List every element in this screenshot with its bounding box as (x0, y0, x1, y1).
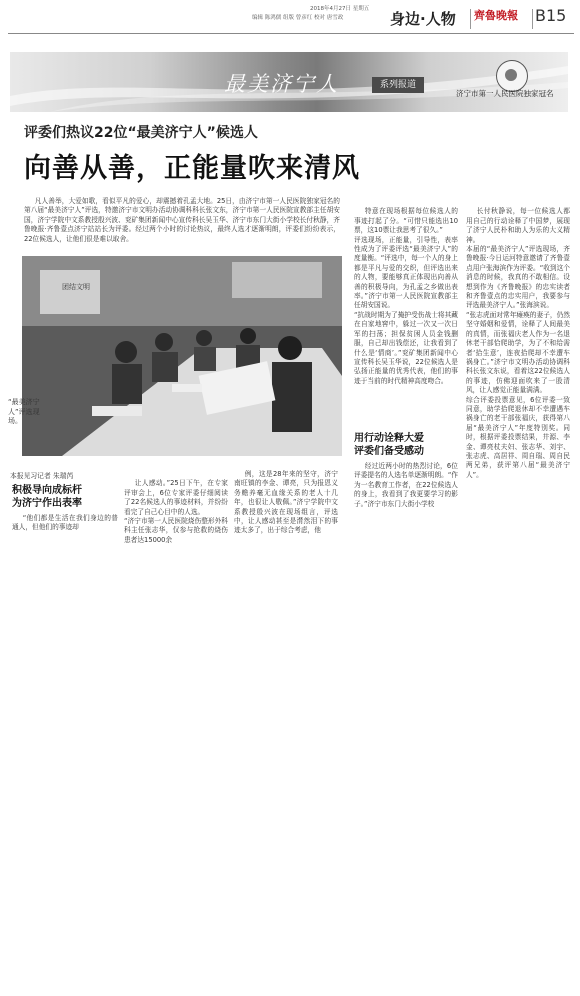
column-2-text: 让人感动。”25日下午，在专家评审会上，6位专家评委仔细阅读了22名候选人的事迹材料，并纷纷看完了自己心目中的人选。 “济宁市第一人民医院烧伤整形外科科主任张志华，仅参与抢救的烧伤患者达15000余 (124, 479, 228, 544)
lead-text: 凡人善举，大爱如歌，看似平凡的爱心，却震撼着孔孟大地。25日，由济宁市第一人民医院独家冠名的第八届“最美济宁人”评选，特邀济宁市文明办活动协调科科长张文东，济宁市第一人民医院宣教部主任胡安国，济宁学院中文系教授殷兴波、兖矿集团新闻中心宣传科长吴玉华、济宁市东门大街小学校长付秋静，齐鲁晚报·齐鲁壹点济宁站站长为评委。经过两个小时的讨论热议，最终人选才逐渐明朗，评委们纷纷表示，22位候选人，让他们很是难以取舍。 (24, 197, 340, 243)
photo-caption: “最美济宁人”评选现场。 (8, 398, 40, 425)
date-line: 2018年4月27日 星期五 (310, 6, 370, 12)
lead-paragraph (24, 197, 340, 244)
editors-line: 编辑 陈鸿儒 组版 曾彦红 校对 唐雪政 (252, 15, 344, 21)
column-4-text: 特意在现场根据每位候选人的事迹打起了分。“可惜只能选出10票，这10票让我思考了很久。” 评选现场，正能量，引导性，表率性成为了评委评选“最美济宁人”的度量衡。“评选中，每一个人的身上都是平凡与爱的交织，但评选出来的人物，要能够真正体现出向善从善的积极导向，为孔孟之乡做出表率。”济宁市第一人民医院宣教部主任胡安国说。 “抗战时期为了掩护受伤战士将其藏在自家地窖中，躲过一次又一次日军的扫荡；担保贫困人员金钱删服，自己却出钱偿还，让我看到了什么是‘情商’。”兖矿集团新闻中心宣传科长吴玉华说，22位候选人是弘扬正能量的优秀代表，他们的事迹于当前的时代精神高度吻合。 (354, 207, 458, 385)
masthead-meta (252, 5, 382, 23)
page-number: B15 (535, 6, 567, 25)
hospital-logo-center (505, 69, 517, 81)
column-3 (234, 470, 338, 536)
top-rule (8, 33, 574, 34)
photo-wall-sign: 团结文明 (62, 283, 90, 291)
column-1-text: “他们都是生活在我们身边的普通人，但他们的事迹却 (12, 514, 118, 532)
kicker: 评委们热议22位“最美济宁人”候选人 (24, 125, 258, 141)
headline: 向善从善，正能量吹来清风 (24, 153, 360, 184)
column-4b-text: 经过近两小时的热烈讨论，6位评委提名的人选名单逐渐明朗。“作为一名教育工作者，在22位候选人的身上，我看到了我更要学习的影子。”济宁市东门大街小学校 (354, 462, 458, 508)
meeting-photo (22, 256, 342, 456)
paper-logo: 齊魯晚報 (474, 9, 518, 22)
series-tag: 系列报道 (372, 77, 424, 93)
byline: 本报见习记者 朱瑞芮 (10, 472, 74, 480)
column-1 (12, 514, 118, 533)
divider (470, 9, 471, 29)
banner-title: 最美济宁人 (224, 72, 339, 96)
column-3-text: 例，这是28年来的坚守，济宁南旺镇的李金、谭亮，只为报恩义务赡养毫无血缘关系的老人十几年，也很让人敬佩。”济宁学院中文系教授殷兴波在现场组言，评选中，让人感动甚至是潸然泪下的事迹太多了，出于综合考虑，他 (234, 470, 338, 535)
column-5-text: 长付秋静说，每一位候选人都用自己的行动诠释了中国梦，展现了济宁人民朴和助人为乐的大义精神。 本届的“最美济宁人”评选现场，齐鲁晚报·今日运河特意邀请了齐鲁壹点用户张海滨作为评委。“收到这个消息的时候，我真的不敢相信。设想到作为《齐鲁晚报》的忠实读者和齐鲁壹点的忠实用户，我要参与评选最美济宁人。”张海滨说。 “张志虎面对常年瘫痪的妻子，仍然坚守婚姻和爱情，诠释了人间最美的真情，而张福庆老人作为一名退休老干部恰爬助学，为了不和给需者‘拾生意’，连夜拾爬却不幸遭车祸身亡。”济宁市文明办活动协调科科长张文东说，看着这22位候选人的事迹，仿佛迎面吹来了一股清风，让人感觉正能量满满。 综合评委投票意见，6位评委一致同意，助学拾爬退休却不幸遭遇车祸身亡的老干部张福庆，获得第八届“最美济宁人”年度特别奖。同时，根据评委投票结果，井源、李金、谭亮杖夫妇、张志华、刘宇、张志虎、高居祥、周自瑞、周自民两兄弟，获评第八届“最美济宁人”。 (466, 207, 570, 479)
divider (532, 9, 533, 29)
subhead-2: 用行动诠释大爱 评委们备受感动 (354, 433, 424, 457)
subhead-1: 积极导向成标杆 为济宁作出表率 (12, 485, 82, 509)
column-2 (124, 470, 228, 555)
banner-sponsor: 济宁市第一人民医院独家冠名 (456, 89, 554, 98)
column-5 (466, 198, 570, 490)
column-4b (354, 462, 458, 509)
section-name: 身边·人物 (390, 10, 456, 28)
column-4 (354, 198, 458, 396)
